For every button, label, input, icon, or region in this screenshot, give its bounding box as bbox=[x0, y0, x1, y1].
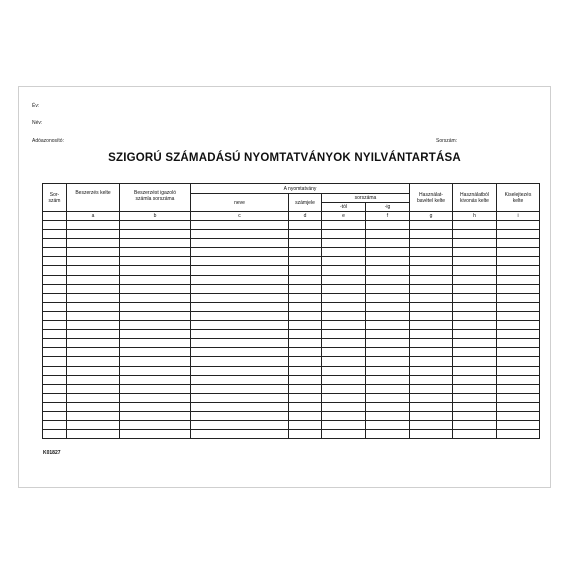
table-cell[interactable] bbox=[67, 393, 120, 402]
table-cell[interactable] bbox=[322, 230, 366, 239]
table-cell[interactable] bbox=[497, 366, 540, 375]
col-header-beszerzest-igazolo: Beszerzést igazoló számla sorszáma bbox=[120, 184, 191, 212]
table-cell[interactable] bbox=[322, 366, 366, 375]
table-cell[interactable] bbox=[453, 293, 497, 302]
table-cell[interactable] bbox=[366, 266, 410, 275]
table-cell[interactable] bbox=[410, 366, 453, 375]
register-table bbox=[42, 183, 540, 439]
table-cell[interactable] bbox=[497, 393, 540, 402]
table-cell[interactable] bbox=[120, 366, 191, 375]
table-cell[interactable] bbox=[322, 348, 366, 357]
table-cell[interactable] bbox=[497, 348, 540, 357]
table-cell[interactable] bbox=[366, 239, 410, 248]
table-cell[interactable] bbox=[191, 384, 289, 393]
table-cell[interactable] bbox=[67, 302, 120, 311]
table-cell[interactable] bbox=[43, 221, 67, 230]
table-cell[interactable] bbox=[453, 311, 497, 320]
table-cell[interactable] bbox=[43, 375, 67, 384]
table-cell[interactable] bbox=[120, 330, 191, 339]
table-cell[interactable] bbox=[191, 257, 289, 266]
table-cell[interactable] bbox=[43, 321, 67, 330]
table-cell[interactable] bbox=[67, 357, 120, 366]
letter-cell: e bbox=[322, 212, 366, 221]
register-table-body bbox=[43, 221, 540, 439]
letter-cell: b bbox=[120, 212, 191, 221]
table-cell[interactable] bbox=[43, 393, 67, 402]
table-cell[interactable] bbox=[289, 284, 322, 293]
table-cell[interactable] bbox=[120, 402, 191, 411]
year-field-label: Év: bbox=[32, 103, 40, 109]
table-cell[interactable] bbox=[289, 239, 322, 248]
table-cell[interactable] bbox=[322, 284, 366, 293]
table-cell[interactable] bbox=[191, 302, 289, 311]
table-cell[interactable] bbox=[120, 430, 191, 439]
table-cell[interactable] bbox=[67, 330, 120, 339]
table-cell[interactable] bbox=[120, 384, 191, 393]
table-cell[interactable] bbox=[410, 221, 453, 230]
table-cell[interactable] bbox=[366, 284, 410, 293]
table-cell[interactable] bbox=[289, 402, 322, 411]
table-cell[interactable] bbox=[497, 421, 540, 430]
table-cell[interactable] bbox=[497, 321, 540, 330]
letter-cell: i bbox=[497, 212, 540, 221]
table-cell[interactable] bbox=[497, 339, 540, 348]
table-cell[interactable] bbox=[410, 266, 453, 275]
table-cell[interactable] bbox=[43, 421, 67, 430]
table-cell[interactable] bbox=[67, 275, 120, 284]
table-cell[interactable] bbox=[366, 357, 410, 366]
table-cell[interactable] bbox=[67, 248, 120, 257]
table-cell[interactable] bbox=[497, 239, 540, 248]
table-cell[interactable] bbox=[43, 293, 67, 302]
table-cell[interactable] bbox=[497, 248, 540, 257]
table-row bbox=[43, 411, 540, 420]
table-cell[interactable] bbox=[67, 384, 120, 393]
table-cell[interactable] bbox=[67, 430, 120, 439]
table-cell[interactable] bbox=[497, 266, 540, 275]
register-table-wrapper bbox=[42, 183, 540, 439]
table-cell[interactable] bbox=[453, 248, 497, 257]
table-row bbox=[43, 375, 540, 384]
table-cell[interactable] bbox=[410, 302, 453, 311]
table-cell[interactable] bbox=[67, 321, 120, 330]
col-header-ig: -ig bbox=[366, 203, 410, 212]
table-cell[interactable] bbox=[410, 393, 453, 402]
table-cell[interactable] bbox=[289, 330, 322, 339]
table-cell[interactable] bbox=[120, 275, 191, 284]
table-cell[interactable] bbox=[120, 248, 191, 257]
table-cell[interactable] bbox=[453, 284, 497, 293]
table-cell[interactable] bbox=[67, 366, 120, 375]
table-row bbox=[43, 311, 540, 320]
table-cell[interactable] bbox=[67, 421, 120, 430]
table-cell[interactable] bbox=[453, 330, 497, 339]
table-cell[interactable] bbox=[453, 266, 497, 275]
table-cell[interactable] bbox=[497, 293, 540, 302]
table-cell[interactable] bbox=[120, 266, 191, 275]
table-cell[interactable] bbox=[366, 393, 410, 402]
table-cell[interactable] bbox=[120, 393, 191, 402]
table-cell[interactable] bbox=[191, 221, 289, 230]
letter-cell: c bbox=[191, 212, 289, 221]
table-cell[interactable] bbox=[453, 339, 497, 348]
name-field-label: Név: bbox=[32, 120, 43, 126]
table-cell[interactable] bbox=[322, 257, 366, 266]
table-cell[interactable] bbox=[67, 411, 120, 420]
letter-cell: f bbox=[366, 212, 410, 221]
table-cell[interactable] bbox=[120, 302, 191, 311]
table-cell[interactable] bbox=[191, 230, 289, 239]
table-cell[interactable] bbox=[453, 357, 497, 366]
form-title: SZIGORÚ SZÁMADÁSÚ NYOMTATVÁNYOK NYILVÁNTARTÁSA bbox=[108, 152, 461, 164]
table-cell[interactable] bbox=[322, 339, 366, 348]
table-row bbox=[43, 266, 540, 275]
table-cell[interactable] bbox=[453, 230, 497, 239]
table-cell[interactable] bbox=[191, 421, 289, 430]
table-cell[interactable] bbox=[453, 302, 497, 311]
table-cell[interactable] bbox=[410, 384, 453, 393]
table-cell[interactable] bbox=[322, 357, 366, 366]
table-cell[interactable] bbox=[410, 330, 453, 339]
table-row bbox=[43, 402, 540, 411]
table-cell[interactable] bbox=[410, 357, 453, 366]
table-cell[interactable] bbox=[289, 221, 322, 230]
table-cell[interactable] bbox=[120, 357, 191, 366]
table-cell[interactable] bbox=[289, 266, 322, 275]
table-cell[interactable] bbox=[322, 330, 366, 339]
table-cell[interactable] bbox=[453, 239, 497, 248]
table-cell[interactable] bbox=[43, 257, 67, 266]
table-cell[interactable] bbox=[453, 321, 497, 330]
table-cell[interactable] bbox=[191, 339, 289, 348]
table-cell[interactable] bbox=[289, 357, 322, 366]
form-sheet bbox=[18, 86, 551, 488]
table-row bbox=[43, 248, 540, 257]
table-row bbox=[43, 430, 540, 439]
table-cell[interactable] bbox=[289, 384, 322, 393]
table-cell[interactable] bbox=[453, 375, 497, 384]
table-cell[interactable] bbox=[322, 239, 366, 248]
table-cell[interactable] bbox=[410, 293, 453, 302]
table-cell[interactable] bbox=[191, 411, 289, 420]
table-row bbox=[43, 330, 540, 339]
table-cell[interactable] bbox=[191, 366, 289, 375]
table-cell[interactable] bbox=[410, 339, 453, 348]
table-cell[interactable] bbox=[366, 293, 410, 302]
table-cell[interactable] bbox=[453, 393, 497, 402]
table-cell[interactable] bbox=[366, 311, 410, 320]
table-cell[interactable] bbox=[43, 311, 67, 320]
table-cell[interactable] bbox=[67, 230, 120, 239]
table-cell[interactable] bbox=[191, 348, 289, 357]
table-row bbox=[43, 421, 540, 430]
table-cell[interactable] bbox=[453, 257, 497, 266]
table-cell[interactable] bbox=[410, 375, 453, 384]
table-row bbox=[43, 384, 540, 393]
table-row bbox=[43, 348, 540, 357]
table-cell[interactable] bbox=[191, 239, 289, 248]
table-cell[interactable] bbox=[191, 293, 289, 302]
table-cell[interactable] bbox=[67, 293, 120, 302]
table-cell[interactable] bbox=[497, 384, 540, 393]
table-cell[interactable] bbox=[322, 411, 366, 420]
table-cell[interactable] bbox=[67, 402, 120, 411]
table-cell[interactable] bbox=[453, 366, 497, 375]
col-header-kiselejtezes: Kiselejtezés kelte bbox=[497, 184, 540, 212]
table-cell[interactable] bbox=[322, 384, 366, 393]
table-cell[interactable] bbox=[497, 221, 540, 230]
table-cell[interactable] bbox=[191, 357, 289, 366]
table-cell[interactable] bbox=[366, 384, 410, 393]
table-cell[interactable] bbox=[120, 339, 191, 348]
table-cell[interactable] bbox=[191, 375, 289, 384]
table-cell[interactable] bbox=[191, 430, 289, 439]
table-cell[interactable] bbox=[191, 393, 289, 402]
table-cell[interactable] bbox=[497, 257, 540, 266]
table-cell[interactable] bbox=[453, 384, 497, 393]
table-cell[interactable] bbox=[410, 248, 453, 257]
table-cell[interactable] bbox=[191, 311, 289, 320]
letter-cell: h bbox=[453, 212, 497, 221]
table-row bbox=[43, 230, 540, 239]
table-cell[interactable] bbox=[289, 257, 322, 266]
table-cell[interactable] bbox=[322, 321, 366, 330]
table-cell[interactable] bbox=[191, 284, 289, 293]
table-cell[interactable] bbox=[410, 430, 453, 439]
table-cell[interactable] bbox=[410, 257, 453, 266]
table-cell[interactable] bbox=[191, 321, 289, 330]
table-cell[interactable] bbox=[43, 339, 67, 348]
table-cell[interactable] bbox=[43, 411, 67, 420]
table-cell[interactable] bbox=[453, 221, 497, 230]
table-cell[interactable] bbox=[497, 302, 540, 311]
table-cell[interactable] bbox=[67, 339, 120, 348]
table-cell[interactable] bbox=[366, 402, 410, 411]
table-cell[interactable] bbox=[120, 348, 191, 357]
table-cell[interactable] bbox=[366, 348, 410, 357]
table-cell[interactable] bbox=[120, 293, 191, 302]
table-cell[interactable] bbox=[410, 348, 453, 357]
table-cell[interactable] bbox=[322, 293, 366, 302]
table-cell[interactable] bbox=[322, 430, 366, 439]
table-cell[interactable] bbox=[120, 230, 191, 239]
table-cell[interactable] bbox=[120, 221, 191, 230]
table-cell[interactable] bbox=[43, 384, 67, 393]
table-cell[interactable] bbox=[497, 357, 540, 366]
table-cell[interactable] bbox=[497, 430, 540, 439]
table-row bbox=[43, 366, 540, 375]
table-cell[interactable] bbox=[191, 248, 289, 257]
table-row bbox=[43, 357, 540, 366]
table-cell[interactable] bbox=[43, 348, 67, 357]
table-cell[interactable] bbox=[322, 402, 366, 411]
letter-cell bbox=[43, 212, 67, 221]
table-cell[interactable] bbox=[366, 330, 410, 339]
table-row bbox=[43, 239, 540, 248]
table-cell[interactable] bbox=[366, 221, 410, 230]
table-cell[interactable] bbox=[67, 375, 120, 384]
table-cell[interactable] bbox=[366, 321, 410, 330]
col-header-sorszam: Sor- szám bbox=[43, 184, 67, 212]
table-cell[interactable] bbox=[366, 339, 410, 348]
table-cell[interactable] bbox=[289, 421, 322, 430]
table-cell[interactable] bbox=[366, 230, 410, 239]
column-letters-row bbox=[43, 212, 540, 221]
table-cell[interactable] bbox=[43, 266, 67, 275]
table-cell[interactable] bbox=[120, 421, 191, 430]
table-cell[interactable] bbox=[410, 411, 453, 420]
table-cell[interactable] bbox=[497, 275, 540, 284]
table-cell[interactable] bbox=[366, 411, 410, 420]
table-cell[interactable] bbox=[67, 348, 120, 357]
table-cell[interactable] bbox=[366, 421, 410, 430]
table-cell[interactable] bbox=[289, 293, 322, 302]
table-row bbox=[43, 302, 540, 311]
col-header-neve: neve bbox=[191, 194, 289, 212]
table-cell[interactable] bbox=[67, 257, 120, 266]
table-cell[interactable] bbox=[120, 321, 191, 330]
table-cell[interactable] bbox=[289, 375, 322, 384]
table-cell[interactable] bbox=[497, 402, 540, 411]
table-cell[interactable] bbox=[43, 430, 67, 439]
table-cell[interactable] bbox=[453, 430, 497, 439]
letter-cell: g bbox=[410, 212, 453, 221]
table-cell[interactable] bbox=[410, 321, 453, 330]
table-cell[interactable] bbox=[120, 311, 191, 320]
table-cell[interactable] bbox=[410, 239, 453, 248]
table-row bbox=[43, 275, 540, 284]
table-cell[interactable] bbox=[120, 284, 191, 293]
table-cell[interactable] bbox=[322, 375, 366, 384]
table-cell[interactable] bbox=[410, 275, 453, 284]
table-cell[interactable] bbox=[43, 275, 67, 284]
table-cell[interactable] bbox=[497, 330, 540, 339]
table-cell[interactable] bbox=[289, 366, 322, 375]
table-cell[interactable] bbox=[366, 257, 410, 266]
group-header-sorszama: sorszáma bbox=[322, 194, 410, 203]
table-cell[interactable] bbox=[67, 311, 120, 320]
table-cell[interactable] bbox=[410, 311, 453, 320]
table-cell[interactable] bbox=[410, 402, 453, 411]
table-cell[interactable] bbox=[289, 230, 322, 239]
table-row bbox=[43, 257, 540, 266]
serial-number-field-label: Sorszám: bbox=[436, 138, 458, 144]
table-cell[interactable] bbox=[191, 266, 289, 275]
table-row bbox=[43, 284, 540, 293]
table-cell[interactable] bbox=[453, 411, 497, 420]
table-row bbox=[43, 339, 540, 348]
table-cell[interactable] bbox=[67, 239, 120, 248]
table-cell[interactable] bbox=[43, 284, 67, 293]
table-cell[interactable] bbox=[289, 275, 322, 284]
table-row bbox=[43, 293, 540, 302]
col-header-hasznalatbol-kivonas: Használatból kivonás kelte bbox=[453, 184, 497, 212]
table-cell[interactable] bbox=[289, 311, 322, 320]
table-cell[interactable] bbox=[410, 421, 453, 430]
table-cell[interactable] bbox=[497, 230, 540, 239]
table-cell[interactable] bbox=[322, 275, 366, 284]
col-header-szamjele: számjele bbox=[289, 194, 322, 212]
table-cell[interactable] bbox=[191, 330, 289, 339]
table-cell[interactable] bbox=[497, 284, 540, 293]
table-cell[interactable] bbox=[289, 339, 322, 348]
col-header-tol: -tól bbox=[322, 203, 366, 212]
table-cell[interactable] bbox=[322, 393, 366, 402]
col-header-beszerzes-kelte: Beszerzés kelte bbox=[67, 184, 120, 212]
table-cell[interactable] bbox=[366, 366, 410, 375]
table-cell[interactable] bbox=[120, 375, 191, 384]
table-cell[interactable] bbox=[322, 421, 366, 430]
table-cell[interactable] bbox=[410, 230, 453, 239]
table-cell[interactable] bbox=[43, 402, 67, 411]
table-cell[interactable] bbox=[322, 248, 366, 257]
table-cell[interactable] bbox=[497, 375, 540, 384]
table-cell[interactable] bbox=[43, 248, 67, 257]
table-cell[interactable] bbox=[67, 221, 120, 230]
letter-cell: a bbox=[67, 212, 120, 221]
table-cell[interactable] bbox=[410, 284, 453, 293]
table-cell[interactable] bbox=[453, 421, 497, 430]
letter-cell: d bbox=[289, 212, 322, 221]
group-header-nyomtatvany: A nyomtatvány bbox=[191, 184, 410, 194]
table-cell[interactable] bbox=[67, 284, 120, 293]
table-cell[interactable] bbox=[191, 275, 289, 284]
table-cell[interactable] bbox=[43, 366, 67, 375]
table-cell[interactable] bbox=[497, 411, 540, 420]
table-row bbox=[43, 221, 540, 230]
table-cell[interactable] bbox=[120, 239, 191, 248]
table-cell[interactable] bbox=[322, 266, 366, 275]
table-cell[interactable] bbox=[289, 430, 322, 439]
table-cell[interactable] bbox=[43, 302, 67, 311]
table-cell[interactable] bbox=[191, 402, 289, 411]
table-cell[interactable] bbox=[322, 302, 366, 311]
table-row bbox=[43, 393, 540, 402]
table-cell[interactable] bbox=[366, 275, 410, 284]
table-cell[interactable] bbox=[43, 230, 67, 239]
table-cell[interactable] bbox=[289, 393, 322, 402]
table-cell[interactable] bbox=[289, 248, 322, 257]
table-cell[interactable] bbox=[120, 257, 191, 266]
table-cell[interactable] bbox=[497, 311, 540, 320]
table-cell[interactable] bbox=[289, 321, 322, 330]
table-cell[interactable] bbox=[453, 402, 497, 411]
table-cell[interactable] bbox=[366, 248, 410, 257]
table-cell[interactable] bbox=[366, 375, 410, 384]
table-cell[interactable] bbox=[322, 311, 366, 320]
table-cell[interactable] bbox=[120, 411, 191, 420]
table-row bbox=[43, 321, 540, 330]
table-cell[interactable] bbox=[289, 302, 322, 311]
table-cell[interactable] bbox=[43, 239, 67, 248]
tax-id-field-label: Adóazonosító: bbox=[32, 138, 64, 144]
table-cell[interactable] bbox=[43, 357, 67, 366]
table-cell[interactable] bbox=[289, 348, 322, 357]
form-code: K01827 bbox=[43, 450, 61, 456]
table-cell[interactable] bbox=[366, 430, 410, 439]
table-cell[interactable] bbox=[289, 411, 322, 420]
table-cell[interactable] bbox=[453, 275, 497, 284]
table-cell[interactable] bbox=[322, 221, 366, 230]
table-cell[interactable] bbox=[67, 266, 120, 275]
table-cell[interactable] bbox=[43, 330, 67, 339]
table-cell[interactable] bbox=[453, 348, 497, 357]
table-cell[interactable] bbox=[366, 302, 410, 311]
col-header-hasznalatba-vetel: Használat- bavétel kelte bbox=[410, 184, 453, 212]
